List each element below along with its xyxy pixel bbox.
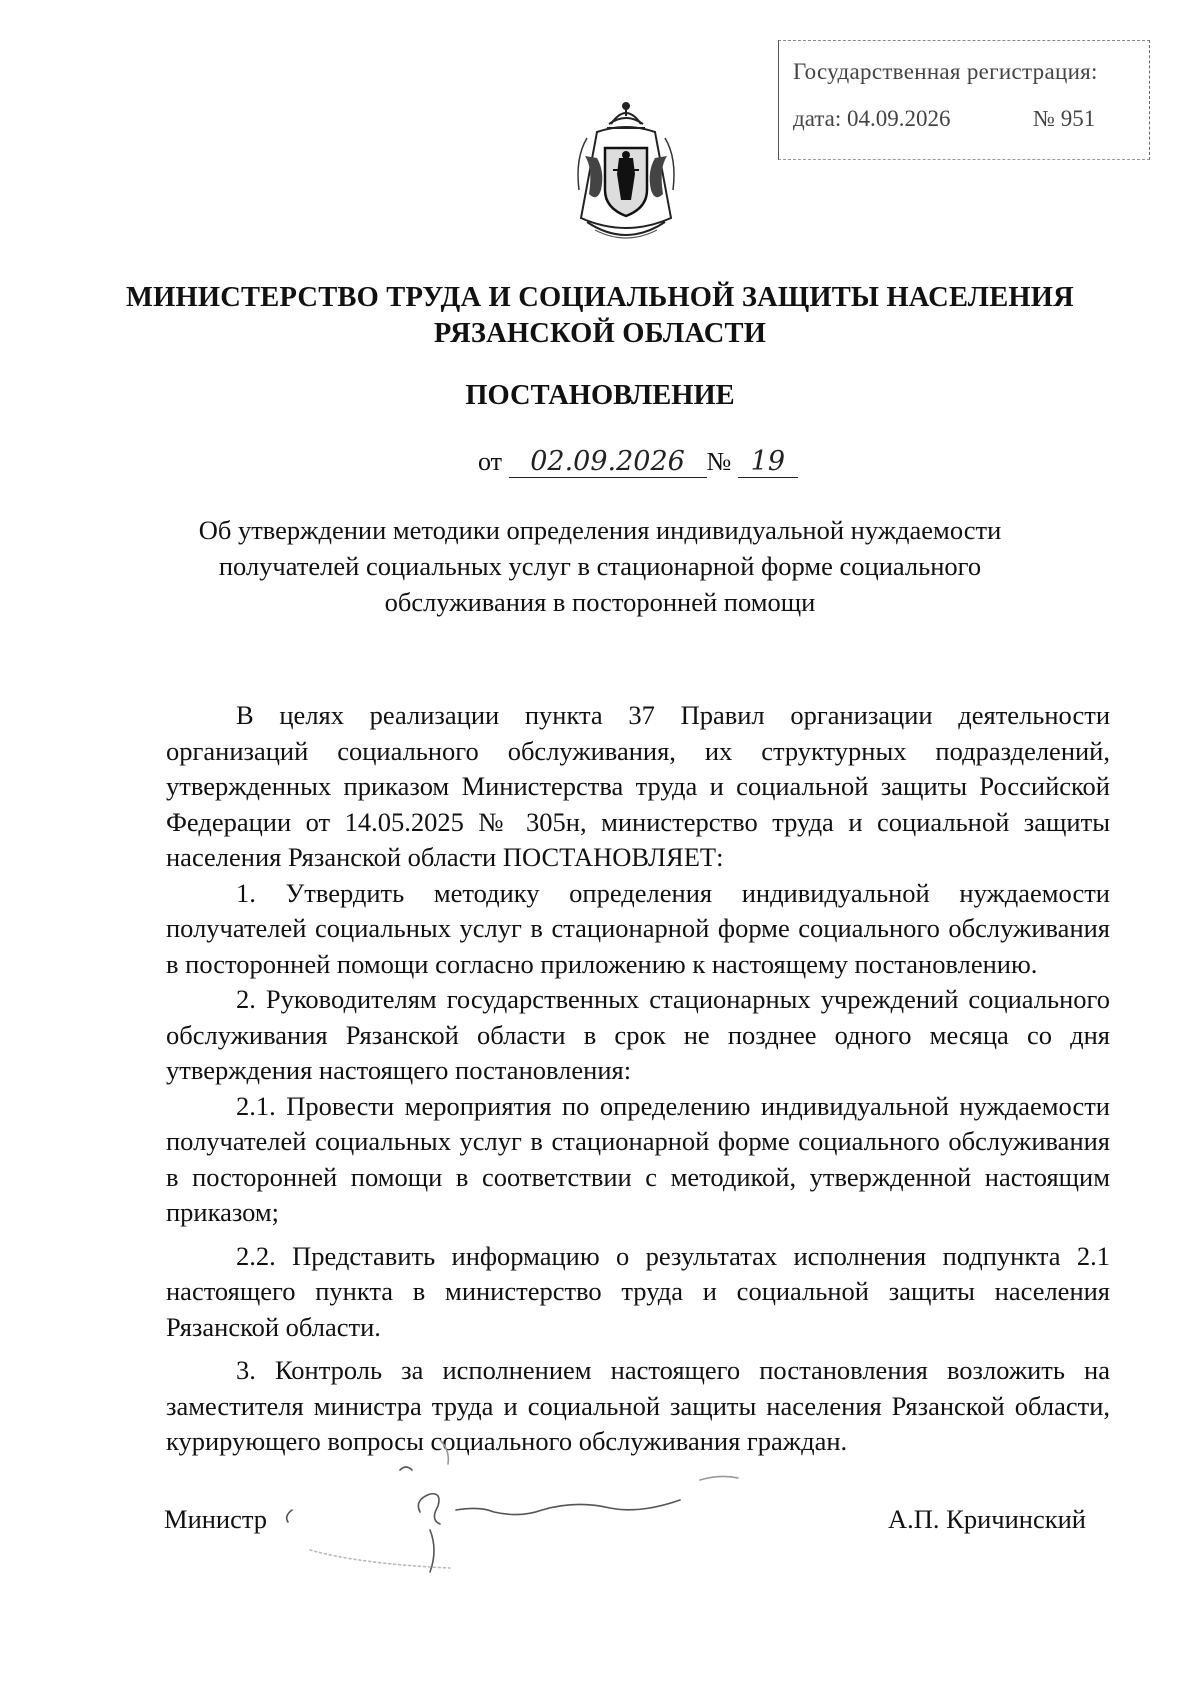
document-body <box>166 698 1110 1460</box>
subject-line2: получателей социальных услуг в стационарной форме социального <box>218 551 982 581</box>
registration-number: № 951 <box>1033 106 1096 131</box>
item-1-paragraph: 1. Утвердить методику определения индивидуальной нуждаемости получателей социальных услуг в стационарной форме социального обслуживания в посторонней помощи согласно приложению к настоящему постановлению. <box>166 877 1110 979</box>
document-date: 02.09.2026 <box>509 446 707 478</box>
registration-date: дата: 04.09.2026 <box>793 106 951 131</box>
subject-line3: обслуживания в посторонней помощи <box>384 587 816 617</box>
registration-title: Государственная регистрация: <box>793 59 1098 84</box>
registration-stamp <box>778 40 1150 160</box>
item-2-2-paragraph: 2.2. Представить информацию о результатах исполнения подпункта 2.1 настоящего пункта в министерство труда и социальной защиты населения Рязанской области. <box>166 1240 1110 1342</box>
preamble-paragraph: В целях реализации пункта 37 Правил организации деятельности организаций социального обслуживания, их структурных подразделений, утвержденных приказом Министерства труда и социальной защиты Российской Федерации от 14.05.2025 № 305н, министерство труда и социальной защиты населения Рязанской области ПОСТАНОВЛЯЕТ: <box>166 700 1110 872</box>
number-sign: № <box>706 447 732 476</box>
item-2-1-paragraph: 2.1. Провести мероприятия по определению индивидуальной нуждаемости получателей социальных услуг в стационарной форме социального обслуживания в посторонней помощи в соответствии с методикой, утвержденной настоящим приказом; <box>166 1090 1110 1227</box>
document-type: ПОСТАНОВЛЕНИЕ <box>465 380 735 411</box>
document-dateline <box>478 446 798 478</box>
signatory-title: Министр <box>164 1504 268 1534</box>
ministry-line2: РЯЗАНСКОЙ ОБЛАСТИ <box>433 318 767 349</box>
ministry-name <box>0 280 1200 352</box>
handwritten-signature <box>280 1440 820 1580</box>
subject-line1: Об утверждении методики определения индивидуальной нуждаемости <box>198 515 1002 545</box>
dateline-prefix: от <box>478 447 503 476</box>
item-2-paragraph: 2. Руководителям государственных стационарных учреждений социального обслуживания Рязанской области в срок не позднее одного месяца со дня утверждения настоящего постановления: <box>166 984 1110 1085</box>
signatory-name: А.П. Кричинский <box>888 1504 1086 1534</box>
ministry-line1: МИНИСТЕРСТВО ТРУДА И СОЦИАЛЬНОЙ ЗАЩИТЫ НАСЕЛЕНИЯ <box>126 282 1074 313</box>
registration-details <box>793 106 1096 132</box>
document-number: 19 <box>738 446 798 478</box>
document-subject <box>150 512 1050 620</box>
ryazan-coat-of-arms-icon <box>567 98 685 250</box>
item-3-paragraph: 3. Контроль за исполнением настоящего постановления возложить на заместителя министра труда и социальной защиты населения Рязанской области, курирующего вопросы социального обслуживания граждан. <box>166 1355 1110 1456</box>
